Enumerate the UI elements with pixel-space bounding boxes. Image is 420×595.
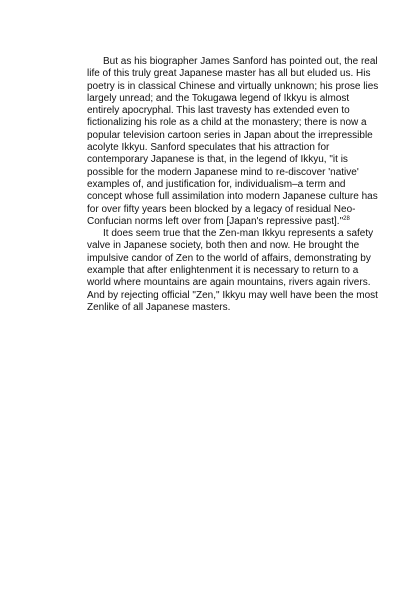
- text-line: contemporary Japanese is that, in the legend of Ikkyu, "it is: [87, 154, 348, 166]
- text-line: examples of, and justification for, individualism–a term and: [87, 178, 346, 190]
- text-line: Zenlike of all Japanese masters.: [87, 301, 231, 313]
- text-line: fictionalizing his role as a child at the monastery; there is now a: [87, 117, 367, 129]
- text-line: It does seem true that the Zen-man Ikkyu represents a safety: [103, 228, 374, 240]
- text-line: life of this truly great Japanese master has all but eluded us. His: [87, 68, 371, 80]
- text-line: example that after enlightenment it is necessary to return to a: [87, 265, 359, 277]
- text-line: Confucian norms left over from [Japan's repressive past].": [87, 215, 344, 227]
- body-text: [87, 56, 379, 314]
- text-line: popular television cartoon series in Japan about the irrepressible: [87, 129, 373, 141]
- text-line: largely unread; and the Tokugawa legend of Ikkyu is almost: [87, 92, 350, 104]
- text-line: poetry is in classical Chinese and virtually unknown; his prose lies: [87, 80, 379, 92]
- paragraph-2: [87, 228, 378, 314]
- text-line: impulsive candor of Zen to the world of affairs, demonstrating by: [87, 252, 371, 264]
- text-line: world where mountains are again mountains, rivers again rivers.: [87, 277, 371, 289]
- text-line: entirely apocryphal. This last travesty has extended even to: [87, 105, 350, 117]
- text-line: concept whose full assimilation into modern Japanese culture has: [87, 191, 378, 203]
- text-line: But as his biographer James Sanford has pointed out, the real: [103, 56, 378, 67]
- text-line: And by rejecting official "Zen," Ikkyu may well have been the most: [87, 289, 378, 301]
- text-line: acolyte Ikkyu. Sanford speculates that his attraction for: [87, 142, 330, 154]
- text-line: for over fifty years been blocked by a legacy of residual Neo-: [87, 203, 356, 215]
- paragraph-1: [87, 56, 379, 228]
- text-line-with-footnote: [87, 216, 349, 228]
- text-line: valve in Japanese society, both then and now. He brought the: [87, 240, 360, 252]
- text-line: possible for the modern Japanese mind to re-discover 'native': [87, 166, 359, 178]
- footnote-reference: 28: [343, 215, 350, 222]
